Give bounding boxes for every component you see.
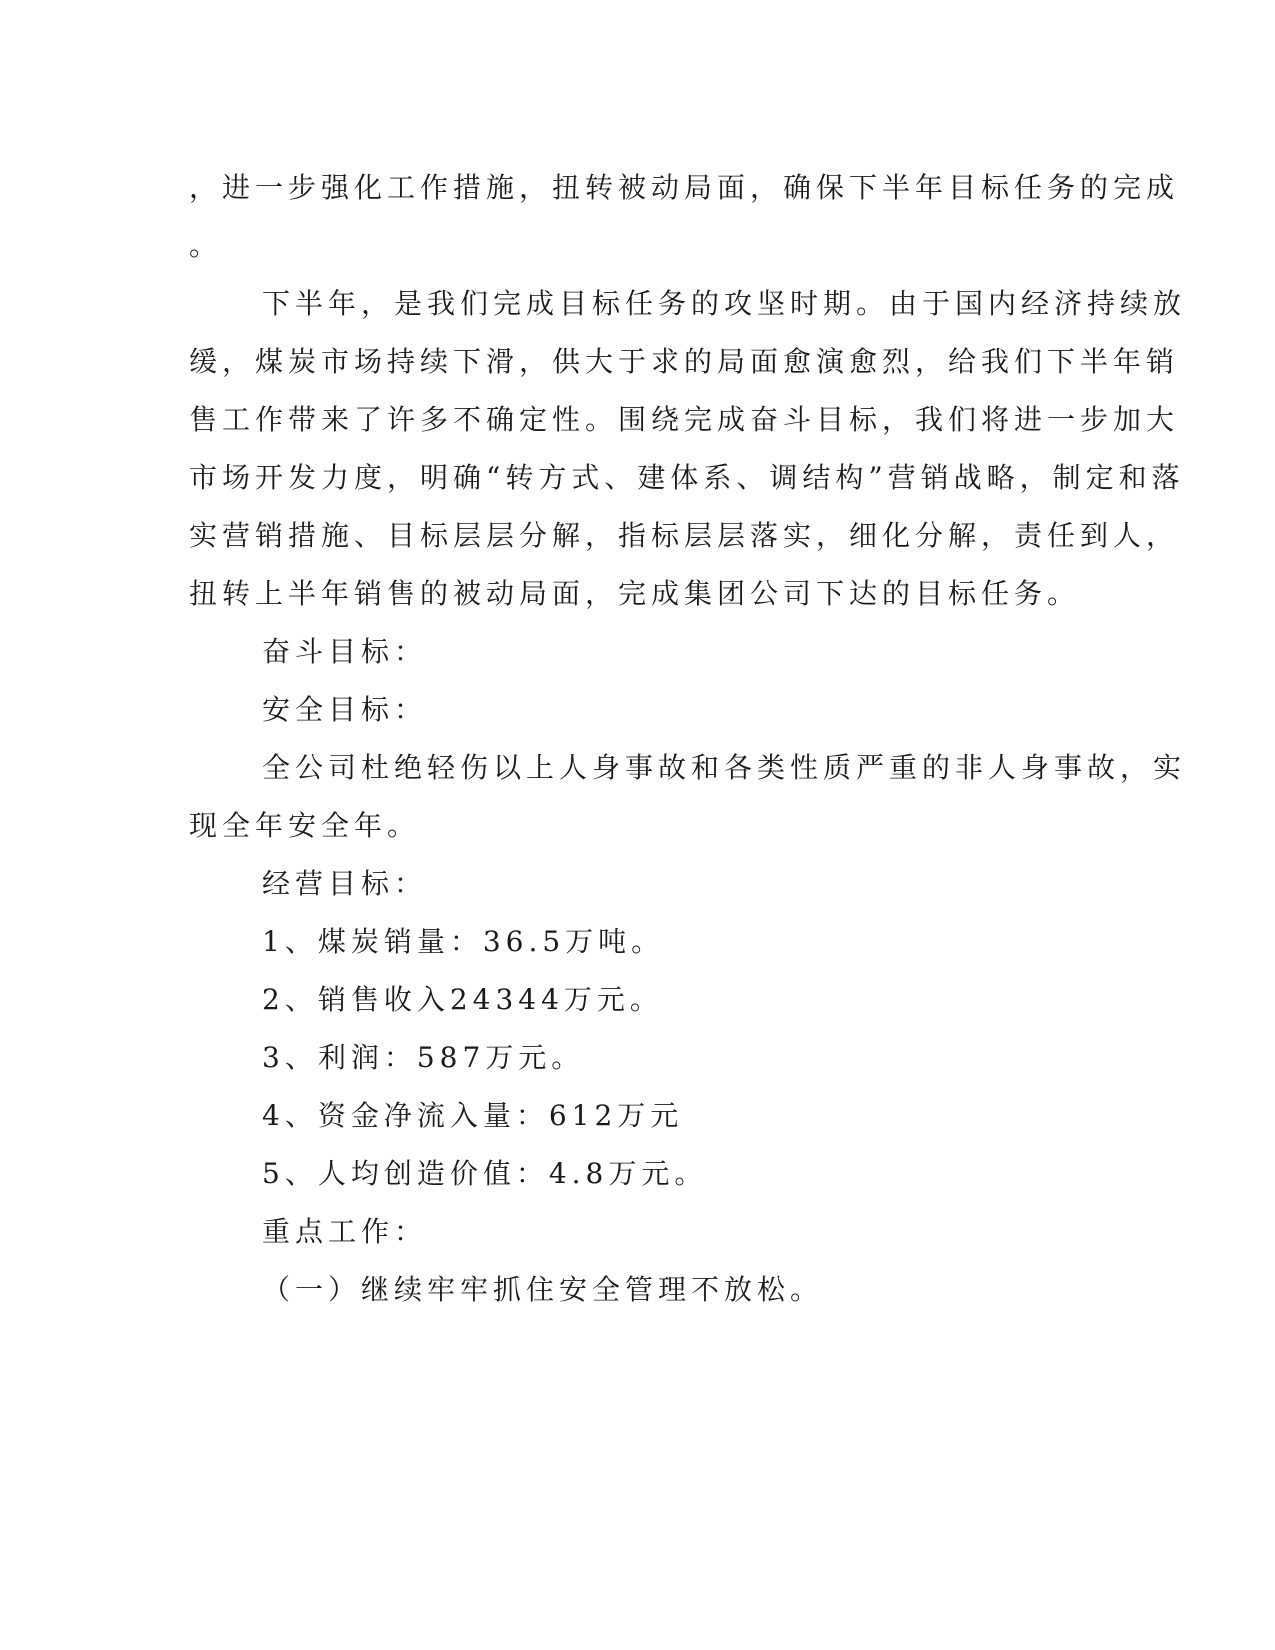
subsection-heading: （一）继续牢牢抓住安全管理不放松。 [262, 1273, 824, 1306]
text-line: 售工作带来了许多不确定性。围绕完成奋斗目标，我们将进一步加大 [189, 403, 1180, 436]
list-item: 4、资金净流入量：612万元 [262, 1099, 684, 1132]
text-line: 缓，煤炭市场持续下滑，供大于求的局面愈演愈烈，给我们下半年销 [189, 345, 1180, 378]
text-line: 市场开发力度，明确“转方式、建体系、调结构”营销战略，制定和落 [189, 461, 1185, 494]
text-line: ，进一步强化工作措施，扭转被动局面，确保下半年目标任务的完成 [189, 171, 1180, 204]
section-heading: 安全目标： [262, 693, 428, 726]
text-line: 扭转上半年销售的被动局面，完成集团公司下达的目标任务。 [189, 577, 1081, 610]
text-line: 实营销措施、目标层层分解，指标层层落实，细化分解，责任到人， [189, 519, 1180, 552]
list-item: 2、销售收入24344万元。 [262, 983, 663, 1016]
list-item: 5、人均创造价值：4.8万元。 [262, 1157, 708, 1190]
paragraph-start-line: 下半年，是我们完成目标任务的攻坚时期。由于国内经济持续放 [262, 287, 1187, 320]
text-line: 现全年安全年。 [189, 809, 421, 842]
section-heading: 经营目标： [262, 867, 428, 900]
text-line: 。 [189, 229, 223, 262]
section-heading: 重点工作： [262, 1215, 428, 1248]
section-heading: 奋斗目标： [262, 635, 428, 668]
list-item: 1、煤炭销量：36.5万吨。 [262, 925, 665, 958]
list-item: 3、利润：587万元。 [262, 1041, 585, 1074]
paragraph-start-line: 全公司杜绝轻伤以上人身事故和各类性质严重的非人身事故，实 [262, 751, 1187, 784]
